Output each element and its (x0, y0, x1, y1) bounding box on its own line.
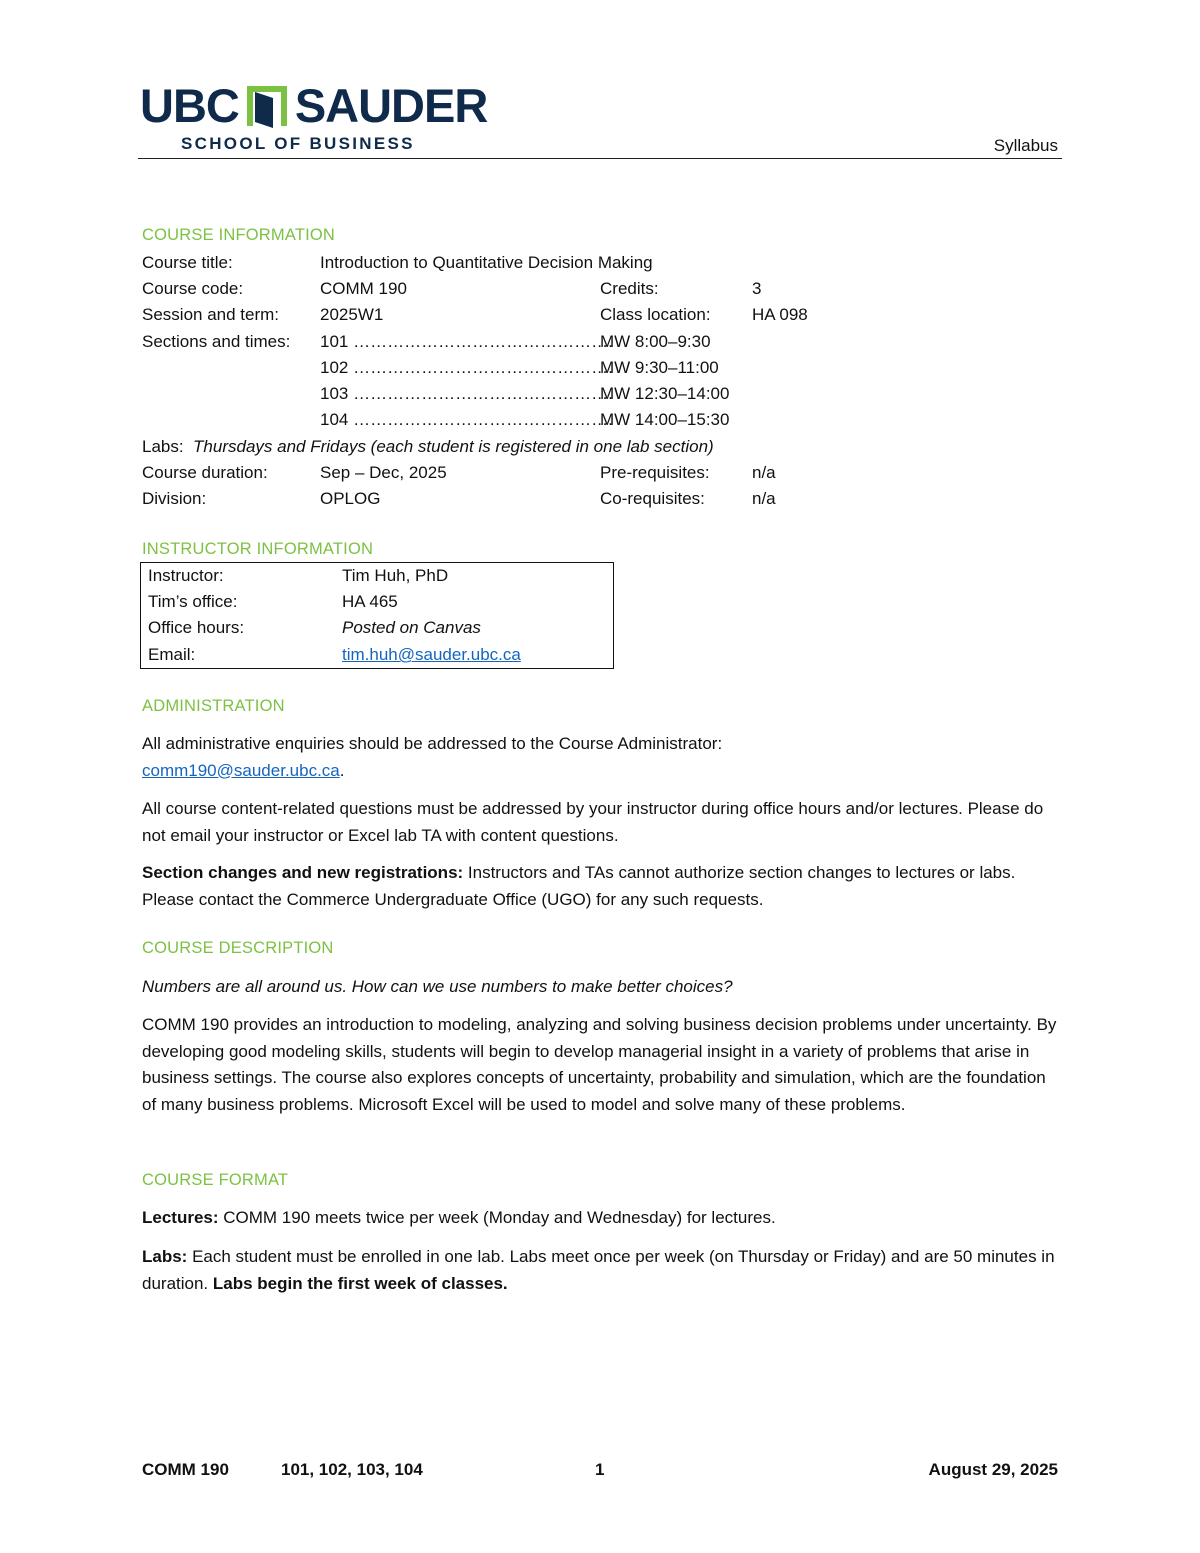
administration-heading: ADMINISTRATION (142, 697, 285, 715)
admin-enquiries-paragraph: All administrative enquiries should be addressed to the Course Administrator: comm190@sauder.ubc.ca. (142, 734, 723, 780)
instructor-email-link[interactable]: tim.huh@sauder.ubc.ca (342, 645, 521, 664)
section-number: 102 (320, 358, 349, 377)
lectures-paragraph: Lectures: COMM 190 meets twice per week (Monday and Wednesday) for lectures. (142, 1208, 776, 1227)
footer-date: August 29, 2025 (928, 1460, 1058, 1479)
credits-value: 3 (752, 279, 762, 298)
description-body: COMM 190 provides an introduction to modeling, analyzing and solving business decision problems under uncertainty. By developing good modeling skills, students will begin to develop managerial insight in a variety of problems that arise in business settings. The course also explores concepts of uncertainty, probability and simulation, which are the foundation of many business problems. Microsoft Excel will be used to model and solve many of these problems. (142, 1015, 1057, 1114)
section-number: 103 (320, 384, 349, 403)
leader-dots: ………………………………………. (353, 410, 613, 429)
course-title-value: Introduction to Quantitative Decision Making (320, 253, 653, 272)
section-time: MW 8:00–9:30 (600, 332, 711, 351)
footer-page-number: 1 (595, 1460, 605, 1479)
prerequisites-value: n/a (752, 463, 776, 482)
course-code-label: Course code: (142, 279, 244, 298)
course-description-heading: COURSE DESCRIPTION (142, 939, 334, 957)
instructor-name: Tim Huh, PhD (342, 566, 449, 585)
document-type-label: Syllabus (993, 136, 1058, 155)
logo-subtitle: SCHOOL OF BUSINESS (181, 134, 415, 153)
labs-paragraph: Labs: Each student must be enrolled in one lab. Labs meet once per week (on Thursday or Friday) and are 50 minutes in duration. Labs begin the first week of classes. (142, 1247, 1055, 1293)
prerequisites-label: Pre-requisites: (600, 463, 710, 482)
footer-sections: 101, 102, 103, 104 (281, 1460, 423, 1479)
office-hours-value: Posted on Canvas (342, 618, 481, 637)
credits-label: Credits: (600, 279, 659, 298)
section-changes-label: Section changes and new registrations: (142, 863, 464, 882)
footer-course-code: COMM 190 (142, 1460, 229, 1479)
section-time: MW 9:30–11:00 (600, 358, 719, 377)
logo-word-ubc: UBC (140, 79, 239, 132)
section-number: 101 (320, 332, 349, 351)
office-label: Tim’s office: (148, 592, 238, 611)
ubc-sauder-logo (140, 79, 488, 155)
labs-label: Labs: (142, 437, 184, 456)
instructor-information-heading: INSTRUCTOR INFORMATION (142, 540, 374, 558)
duration-label: Course duration: (142, 463, 268, 482)
duration-value: Sep – Dec, 2025 (320, 463, 447, 482)
content-questions-paragraph: All course content-related questions must be addressed by your instructor during office hours and/or lectures. Please do not email your instructor or Excel lab TA with content questions. (142, 799, 1044, 845)
division-value: OPLOG (320, 489, 381, 508)
section-changes-paragraph: Section changes and new registrations: Instructors and TAs cannot authorize section changes to lectures or labs. Please contact the Commerce Undergraduate Office (UGO) for any such requests. (142, 863, 1016, 909)
lectures-label: Lectures: (142, 1208, 219, 1227)
course-title-label: Course title: (142, 253, 233, 272)
instructor-label: Instructor: (148, 566, 224, 585)
section-time: MW 12:30–14:00 (600, 384, 730, 403)
description-tagline: Numbers are all around us. How can we use numbers to make better choices? (142, 977, 733, 996)
class-location-value: HA 098 (752, 305, 808, 324)
course-code-value: COMM 190 (320, 279, 407, 298)
leader-dots: ………………………………………. (353, 332, 613, 351)
section-number: 104 (320, 410, 349, 429)
leader-dots: ………………………………………. (353, 358, 613, 377)
course-admin-email-link[interactable]: comm190@sauder.ubc.ca (142, 760, 340, 780)
course-format-heading: COURSE FORMAT (142, 1171, 289, 1189)
section-time: MW 14:00–15:30 (600, 410, 730, 429)
email-label: Email: (148, 645, 196, 664)
office-hours-label: Office hours: (148, 618, 245, 637)
session-label: Session and term: (142, 305, 280, 324)
instructor-table (140, 562, 614, 669)
logo-word-sauder: SAUDER (294, 79, 488, 132)
class-location-label: Class location: (600, 305, 711, 324)
leader-dots: ………………………………………. (353, 384, 613, 403)
header-divider (138, 158, 1062, 159)
office-value: HA 465 (342, 592, 398, 611)
division-label: Division: (142, 489, 207, 508)
course-information-heading: COURSE INFORMATION (142, 226, 336, 244)
labs-value: Thursdays and Fridays (each student is registered in one lab section) (193, 437, 714, 456)
labs-format-label: Labs: (142, 1247, 188, 1266)
logo-door-icon (245, 84, 289, 128)
session-value: 2025W1 (320, 305, 384, 324)
corequisites-label: Co-requisites: (600, 489, 705, 508)
sections-label: Sections and times: (142, 332, 291, 351)
corequisites-value: n/a (752, 489, 776, 508)
